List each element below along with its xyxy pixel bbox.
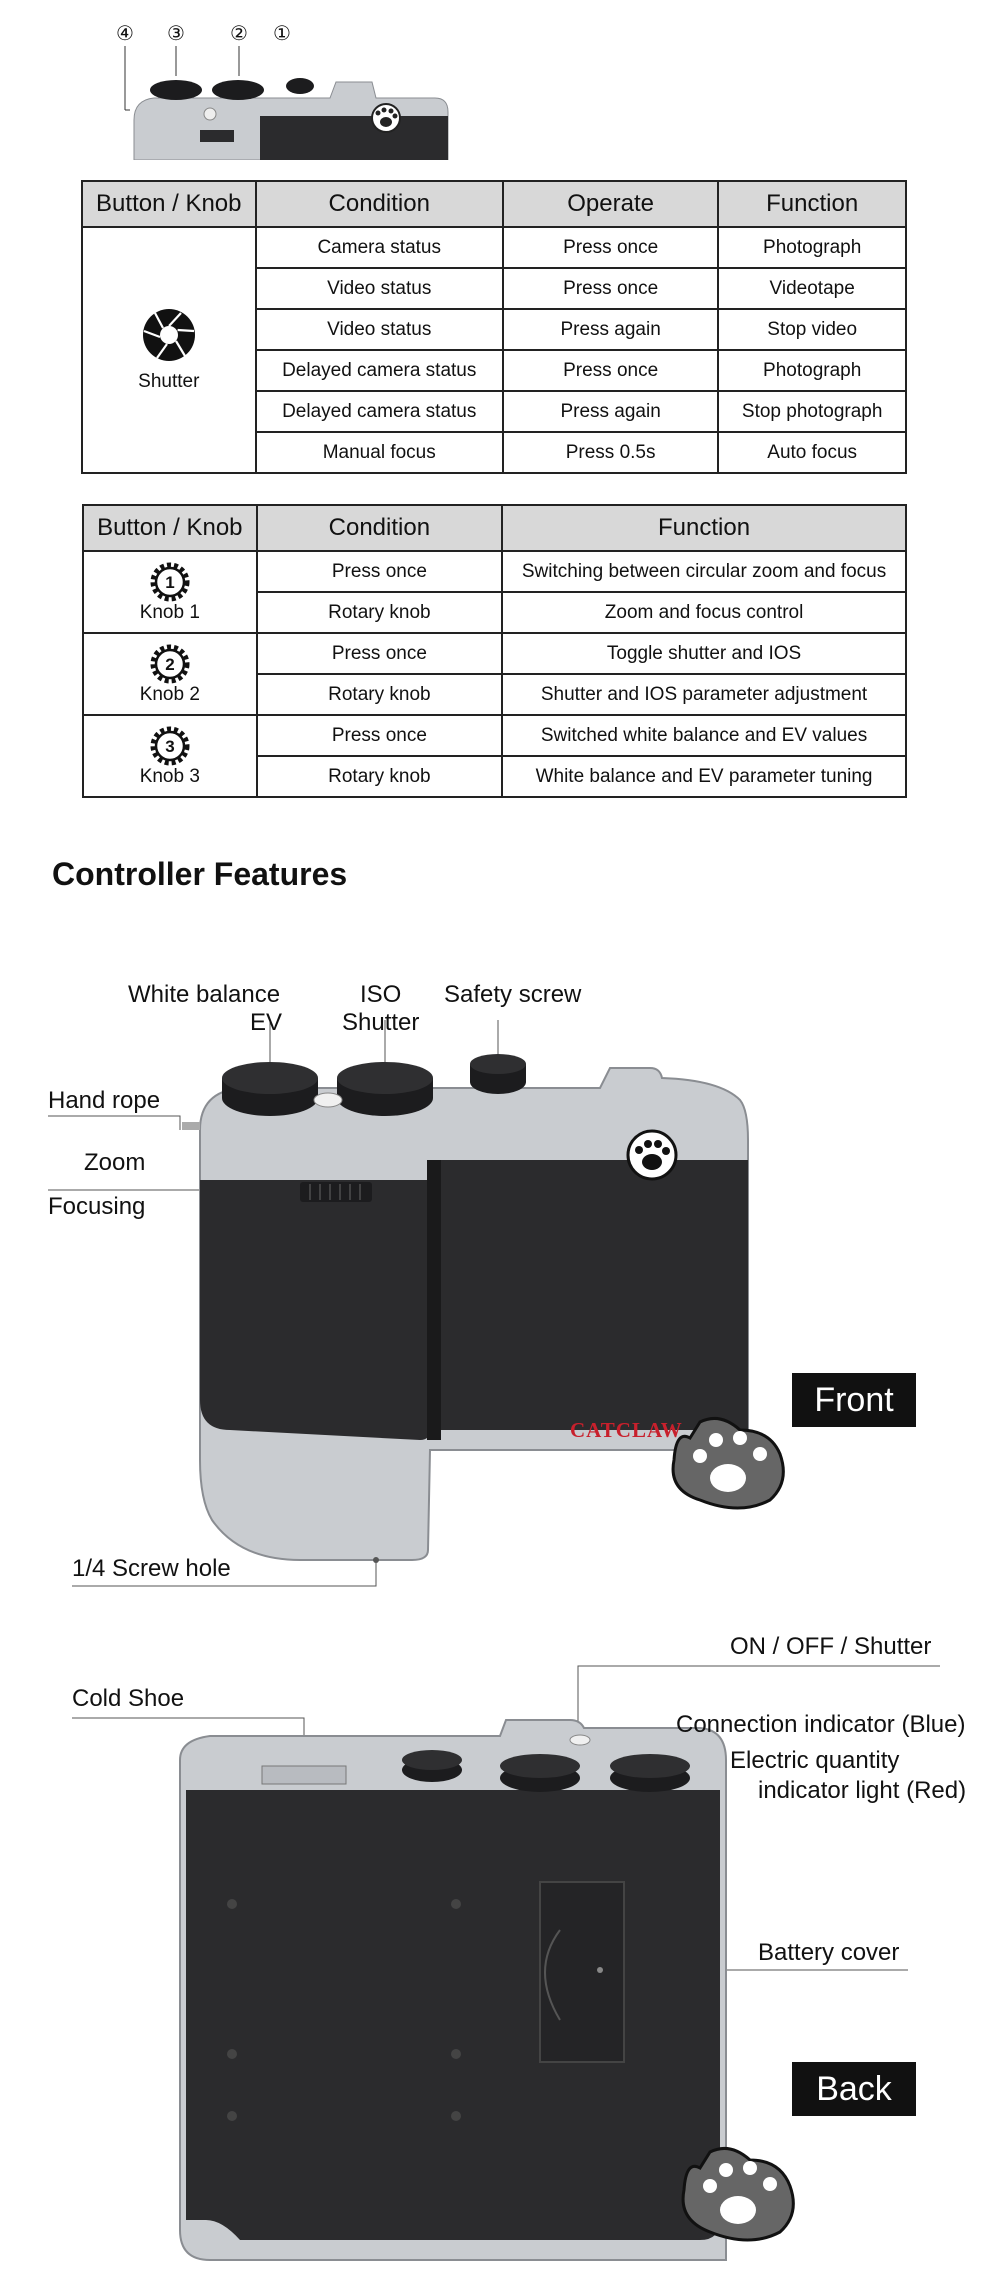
back-tag: Back [792,2062,916,2116]
callout-cold-shoe: Cold Shoe [72,1685,185,1712]
top-camera-illustration [110,20,470,160]
knob-gear-icon [150,644,190,684]
front-view [0,960,1000,1600]
condition-cell: Rotary knob [257,756,502,797]
callout-safety-screw: Safety screw [444,981,582,1008]
function-cell: Zoom and focus control [502,592,906,633]
section-title: Controller Features [52,856,348,892]
table-row [82,227,906,268]
operate-cell: Press once [503,350,718,391]
knob-1-label: Knob 1 [139,602,200,623]
condition-cell: Press once [257,633,502,674]
table-row [83,551,906,592]
callout-number-1: ① [273,23,291,45]
condition-cell: Rotary knob [257,674,502,715]
condition-cell: Delayed camera status [256,350,503,391]
knob-table-header [83,505,906,551]
function-cell: Switching between circular zoom and focus [502,551,906,592]
condition-cell: Rotary knob [257,592,502,633]
top-camera-diagram [110,20,470,160]
shutter-table [81,180,907,474]
shutter-cell [82,227,256,473]
knob-1-cell [83,551,257,633]
brand-logo: CATCLAW [570,1418,683,1442]
knob-gear-icon [150,562,190,602]
callout-focusing: Focusing [48,1193,146,1220]
callout-white-balance: White balance [128,981,281,1008]
header-button-knob: Button / Knob [83,505,257,551]
header-condition: Condition [256,181,503,227]
knob-2-number: 2 [165,655,175,674]
operate-cell: Press once [503,268,718,309]
callout-screw-hole: 1/4 Screw hole [72,1555,231,1582]
function-cell: Photograph [718,350,906,391]
function-cell: Toggle shutter and IOS [502,633,906,674]
header-condition: Condition [257,505,502,551]
condition-cell: Delayed camera status [256,391,503,432]
operate-cell: Press once [503,227,718,268]
back-view [0,1620,1000,2282]
callout-number-3: ③ [167,23,185,45]
function-cell: Switched white balance and EV values [502,715,906,756]
callout-battery-cover: Battery cover [758,1939,900,1966]
condition-cell: Press once [257,715,502,756]
function-cell: Videotape [718,268,906,309]
front-tag: Front [792,1373,916,1427]
operate-cell: Press again [503,391,718,432]
callout-indicator-light: indicator light (Red) [758,1777,967,1804]
callout-ev: EV [250,1009,283,1036]
function-cell: Stop video [718,309,906,350]
callout-hand-rope: Hand rope [48,1087,161,1114]
callout-iso: ISO [360,981,402,1008]
knob-table [82,504,907,798]
condition-cell: Video status [256,309,503,350]
callout-shutter: Shutter [342,1009,420,1036]
function-cell: Photograph [718,227,906,268]
callout-connection-indicator: Connection indicator (Blue) [676,1711,966,1738]
knob-3-label: Knob 3 [139,766,200,787]
header-function: Function [502,505,906,551]
shutter-table-header [82,181,906,227]
callout-zoom: Zoom [84,1149,146,1176]
function-cell: Stop photograph [718,391,906,432]
shutter-label: Shutter [138,371,200,392]
condition-cell: Video status [256,268,503,309]
callout-electric-quantity: Electric quantity [730,1747,900,1774]
function-cell: Shutter and IOS parameter adjustment [502,674,906,715]
header-button-knob: Button / Knob [82,181,256,227]
table-row [83,715,906,756]
shutter-aperture-icon [141,307,197,363]
operate-cell: Press again [503,309,718,350]
table-row [83,633,906,674]
knob-3-cell [83,715,257,797]
header-function: Function [718,181,906,227]
callout-number-2: ② [230,23,248,45]
function-cell: White balance and EV parameter tuning [502,756,906,797]
operate-cell: Press 0.5s [503,432,718,473]
front-camera-illustration [0,960,1000,1600]
knob-1-number: 1 [165,573,175,592]
knob-3-number: 3 [165,737,175,756]
callout-number-4: ④ [116,23,134,45]
condition-cell: Press once [257,551,502,592]
condition-cell: Manual focus [256,432,503,473]
knob-gear-icon [150,726,190,766]
knob-2-cell [83,633,257,715]
header-operate: Operate [503,181,718,227]
paw-emblem-icon [628,1131,676,1179]
callout-on-off-shutter: ON / OFF / Shutter [730,1633,932,1660]
function-cell: Auto focus [718,432,906,473]
knob-2-label: Knob 2 [139,684,200,705]
condition-cell: Camera status [256,227,503,268]
